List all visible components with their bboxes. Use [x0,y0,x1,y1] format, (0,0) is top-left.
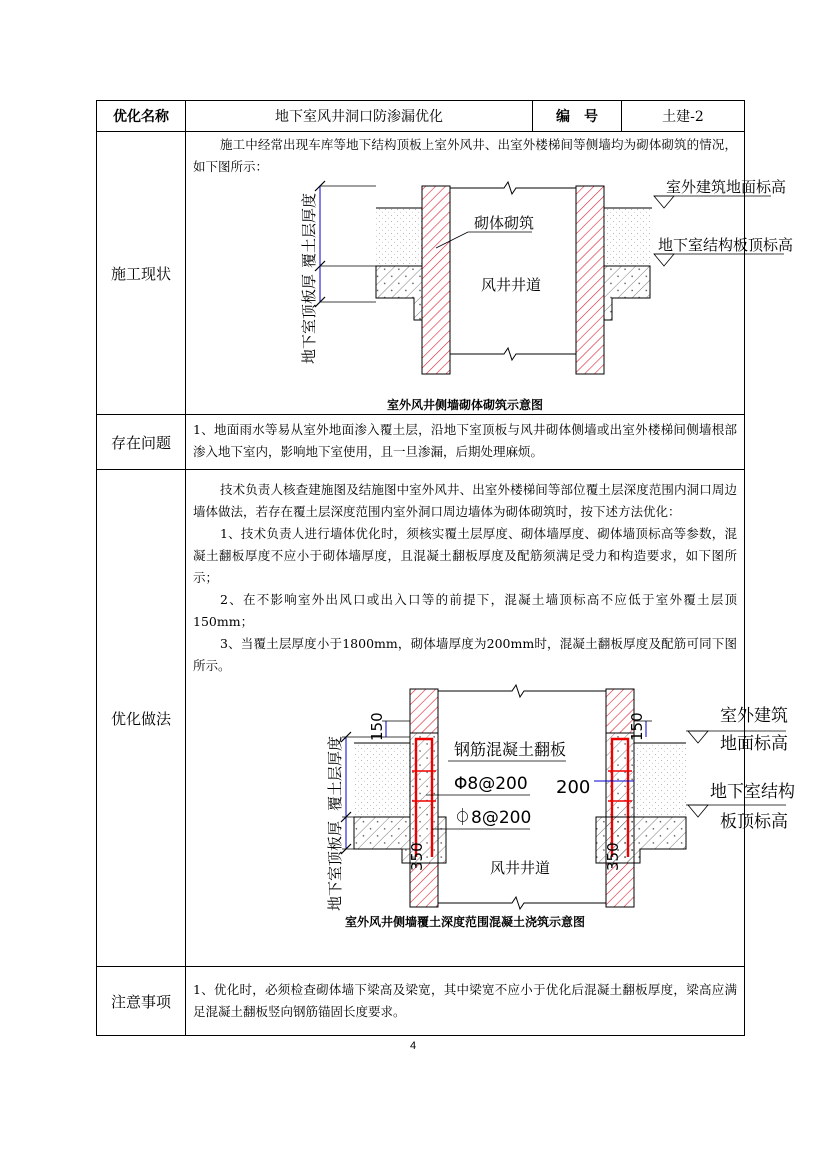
masonry-diagram [186,178,826,392]
current-row [97,132,745,415]
optimization-sheet [96,100,795,1036]
ground-level-label-2: 地面标高 [720,734,788,754]
soil-left-2 [354,743,410,817]
rebar-label-2: ⏀8@200 [454,808,532,828]
method-paragraph-3: 2、在不影响室外出风口或出入口等的前提下，混凝土墙顶标高不应低于室外覆土层顶150mm； [193,592,737,629]
dim-150-right: 150 [628,712,646,741]
soil-right-2 [634,743,686,817]
slab-level-mark [654,254,674,266]
dim-label-soil: 覆土层厚度 [300,192,318,268]
slab-level-label-2: 板顶标高 [720,812,788,832]
masonry-wall-left [422,186,450,374]
dim-350-left: 350 [408,842,426,871]
notes-content [186,967,745,1036]
dim-200: 200 [556,777,591,798]
shaft-label-2: 风井井道 [490,859,551,877]
method-paragraph-4: 3、当覆土层厚度小于1800mm，砌体墙厚度为200mm时，混凝土翻板厚度及配筋可同下图所示。 [193,636,737,673]
slab-level-label-1: 地下室结构 [710,782,795,802]
soil-left [376,208,422,266]
masonry-label: 砌体砌筑 [474,214,535,232]
masonry-caption: 室外风井侧墙砌体砌筑示意图 [386,398,543,412]
problem-content [186,415,745,470]
ground-level-mark [654,196,674,208]
ground-level-mark-2 [688,731,708,743]
dim-label-slab: 地下室顶板厚 [300,273,318,364]
method-row [97,470,745,967]
rebar-label-1: Φ8@200 [454,774,528,794]
code-value: 土建-2 [622,101,745,132]
ground-level-label: 室外建筑地面标高 [666,178,787,196]
soil-right [604,208,650,266]
method-label: 优化做法 [97,470,186,967]
concrete-diagram [186,681,826,913]
rc-upturn-label: 钢筋混凝土翻板 [454,740,567,759]
problem-row [97,415,745,470]
method-paragraph-2: 1、技术负责人进行墙体优化时，须核实覆土层厚度、砌体墙厚度、砌体墙顶标高等参数，混凝土翻板厚度不应小于砌体墙厚度，且混凝土翻板厚度及配筋须满足受力和构造要求，如下图所示； [193,526,737,585]
name-value: 地下室风井洞口防渗漏优化 [186,101,533,132]
name-label: 优化名称 [97,101,186,132]
method-content [186,470,795,967]
notes-text: 1、优化时，必须检查砌体墙下梁高及梁宽，其中梁宽不应小于优化后混凝土翻板厚度，梁高应满足混凝土翻板竖向钢筋锚固长度要求。 [193,982,737,1019]
shaft-label: 风井井道 [481,276,542,294]
concrete-caption: 室外风井侧墙覆土深度范围混凝土浇筑示意图 [344,915,585,929]
masonry-wall-right [576,186,604,374]
current-label: 施工现状 [97,132,186,415]
slab-level-mark-2 [688,805,708,817]
slab-left [376,266,422,320]
slab-right [604,266,650,320]
dim-150-left: 150 [368,712,386,741]
current-text: 施工中经常出现车库等地下结构顶板上室外风井、出室外楼梯间等侧墙均为砌体砌筑的情况，如下图所示： [193,137,737,174]
notes-row [97,967,745,1036]
notes-label: 注意事项 [97,967,186,1036]
header-row [97,101,745,132]
current-content [186,132,794,415]
page-number: 4 [409,1040,417,1052]
optimization-table [96,100,795,1036]
problem-label: 存在问题 [97,415,186,470]
slab-right-2 [596,817,686,863]
method-paragraph-1: 技术负责人核查建施图及结施图中室外风井、出室外楼梯间等部位覆土层深度范围内洞口周边墙体做法，若存在覆土层深度范围内室外洞口周边墙体为砌体砌筑时，按下述方法优化： [193,482,737,519]
problem-text: 1、地面雨水等易从室外地面渗入覆土层，沿地下室顶板与风井砌体侧墙或出室外楼梯间侧墙根部渗入地下室内，影响地下室使用，且一旦渗漏，后期处理麻烦。 [193,422,737,459]
code-label: 编 号 [533,101,622,132]
ground-level-label-1: 室外建筑 [720,706,788,726]
dim-label-soil-2: 覆土层厚度 [326,735,344,811]
slab-level-label: 地下室结构板顶标高 [658,236,794,254]
dim-label-slab-2: 地下室顶板厚 [326,820,344,911]
